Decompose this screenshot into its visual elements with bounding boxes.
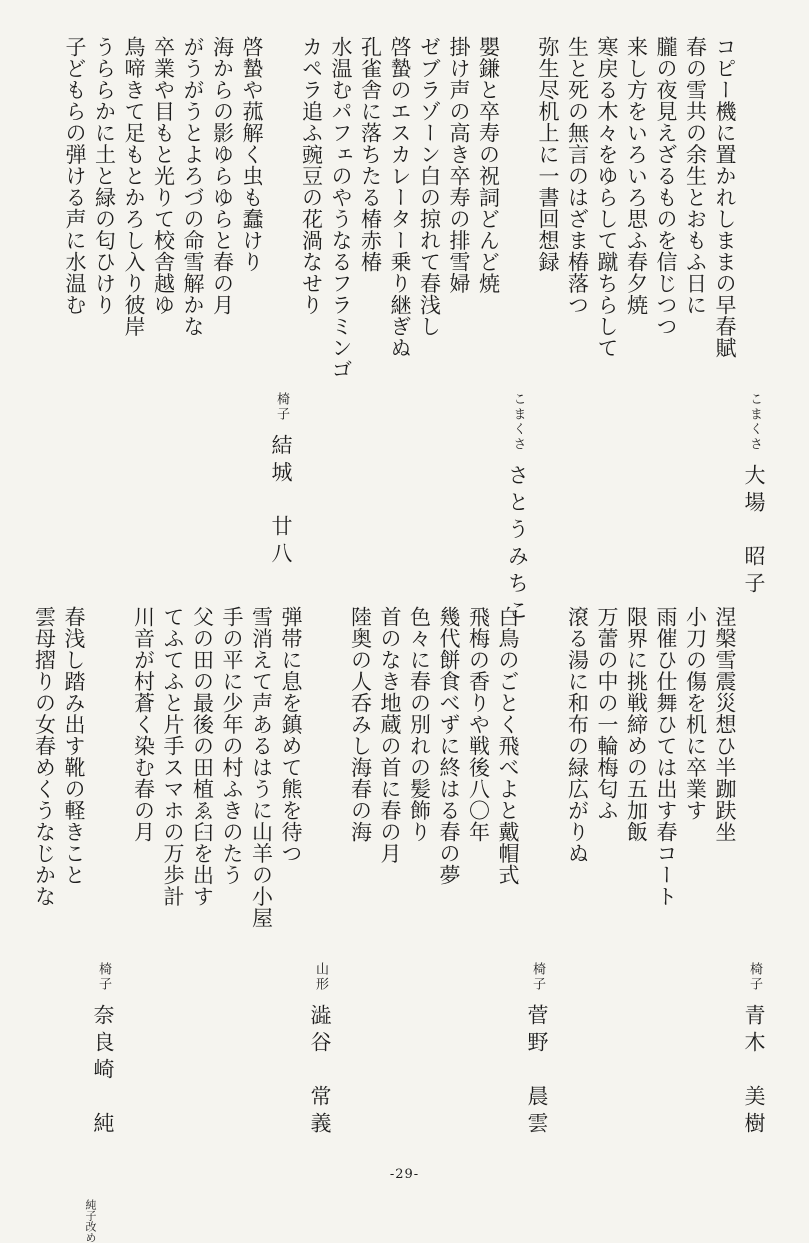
spacer [118,606,128,1146]
author-group: 椅子 [96,962,111,992]
haiku-line: 掛け声の高き卒寿の排雪婦 [447,36,471,294]
author-name: 結城 廿八 [269,434,293,569]
haiku-line: 雪消えて声あるはうに山羊の小屋 [249,606,274,929]
author-name: 澁谷 常義 [308,1004,332,1139]
haiku-line: 寒戻る木々をゆらして蹴ちらして [595,36,619,359]
haiku-line: 小刀の傷を机に卒業す [683,606,708,821]
haiku-line: 孔雀舎に落ちたる椿赤椿 [358,36,383,273]
haiku-line: 川音が村蒼く染む春の月 [131,606,156,843]
author-group: こまくさ [747,392,762,452]
haiku-line: 父の田の最後の田植ゑ臼を出す [190,606,215,907]
author-group: 山形 [313,962,328,992]
author-name: 青木 美樹 [742,1004,766,1139]
spacer [335,606,345,1146]
haiku-line: 白鳥のごとく飛べよと戴帽式 [496,606,520,886]
haiku-line: 卒業や目もと光りて校舎越ゆ [151,36,176,316]
haiku-line: 春浅し踏み出す靴の軽きこと [62,606,86,886]
haiku-line: 首のなき地蔵の首に春の月 [378,606,402,864]
haiku-line: 滾る湯に和布の緑広がりぬ [565,606,590,864]
haiku-line: 啓蟄や菰解く虫も蠢けり [240,36,264,273]
author-shibuya [305,606,335,1146]
haiku-line: 弥生尽机上に一書回想録 [536,36,560,273]
author-yuki [266,36,296,596]
haiku-line: 子どもらの弾ける声に水温む [63,36,87,316]
top-block [29,36,769,626]
haiku-line: 鳥啼きて足もとかろし入り彼岸 [122,36,146,337]
haiku-line: カペラ追ふ豌豆の花渦なせり [299,36,324,316]
author-name: さとうみちこ [505,464,530,626]
haiku-line: 生と死の無言のはざま椿落つ [565,36,590,316]
haiku-line: 陸奥の人呑みし海春の海 [348,606,373,843]
haiku-line: 飛梅の香りや戦後八〇年 [466,606,491,843]
haiku-line: 来し方をいろいろ思ふ春夕焼 [624,36,649,316]
haiku-line: 海からの影ゆらゆらと春の月 [210,36,235,316]
author-narazaki [84,606,118,1243]
haiku-line: 限界に挑戦締めの五加飯 [624,606,649,843]
haiku-line: 幾代餅食べずに終はる春の夢 [437,606,461,886]
haiku-line: 水温むパフェのやうなるフラミンゴ [329,36,353,380]
author-group: 椅子 [747,962,762,992]
author-group: 椅子 [530,962,545,992]
haiku-line: 雲母摺りの女春めくうなじかな [32,606,57,907]
haiku-line: 啓蟄のエスカレーター乗り継ぎぬ [388,36,412,359]
haiku-line: がうがうとよろづの命雪解かな [181,36,205,337]
author-name: 菅野 晨雲 [525,1004,549,1139]
haiku-line: 手の平に少年の村ふきのたう [220,606,244,886]
haiku-line: 弾帯に息を鎮めて熊を待つ [279,606,303,864]
haiku-line: てふてふと片手スマホの万歩計 [161,606,185,907]
author-kanno [522,606,552,1146]
haiku-line: 春の雪共の余生とおもふ日に [683,36,708,316]
author-name: 大場 昭子 [742,464,766,599]
haiku-line: 色々に春の別れの髪飾り [407,606,432,843]
haiku-line: コピー機に置かれしままの早春賦 [713,36,737,359]
author-group: こまくさ [510,392,526,452]
author-oba [739,36,769,599]
author-sato [503,36,533,626]
haiku-line: 涅槃雪震災想ひ半跏趺坐 [713,606,737,843]
haiku-line: 雨催ひ仕舞ひては出す春コート [654,606,678,907]
author-note: 純子改め [84,1199,97,1243]
author-name: 奈良崎 純 [91,1004,115,1139]
spacer [552,606,562,1146]
page-number: -29- [389,1167,420,1182]
haiku-line: うららかに土と緑の匂ひけり [92,36,117,316]
author-group: 椅子 [274,392,289,422]
haiku-line: ゼブラゾーン白の掠れて春浅し [417,36,442,337]
haiku-line: 万蕾の中の一輪梅匂ふ [595,606,619,821]
haiku-line: 朧の夜見えざるものを信じつつ [654,36,678,337]
author-aoki [739,606,769,1146]
haiku-line: 嬰鎌と卒寿の祝詞どんど焼 [476,36,501,294]
